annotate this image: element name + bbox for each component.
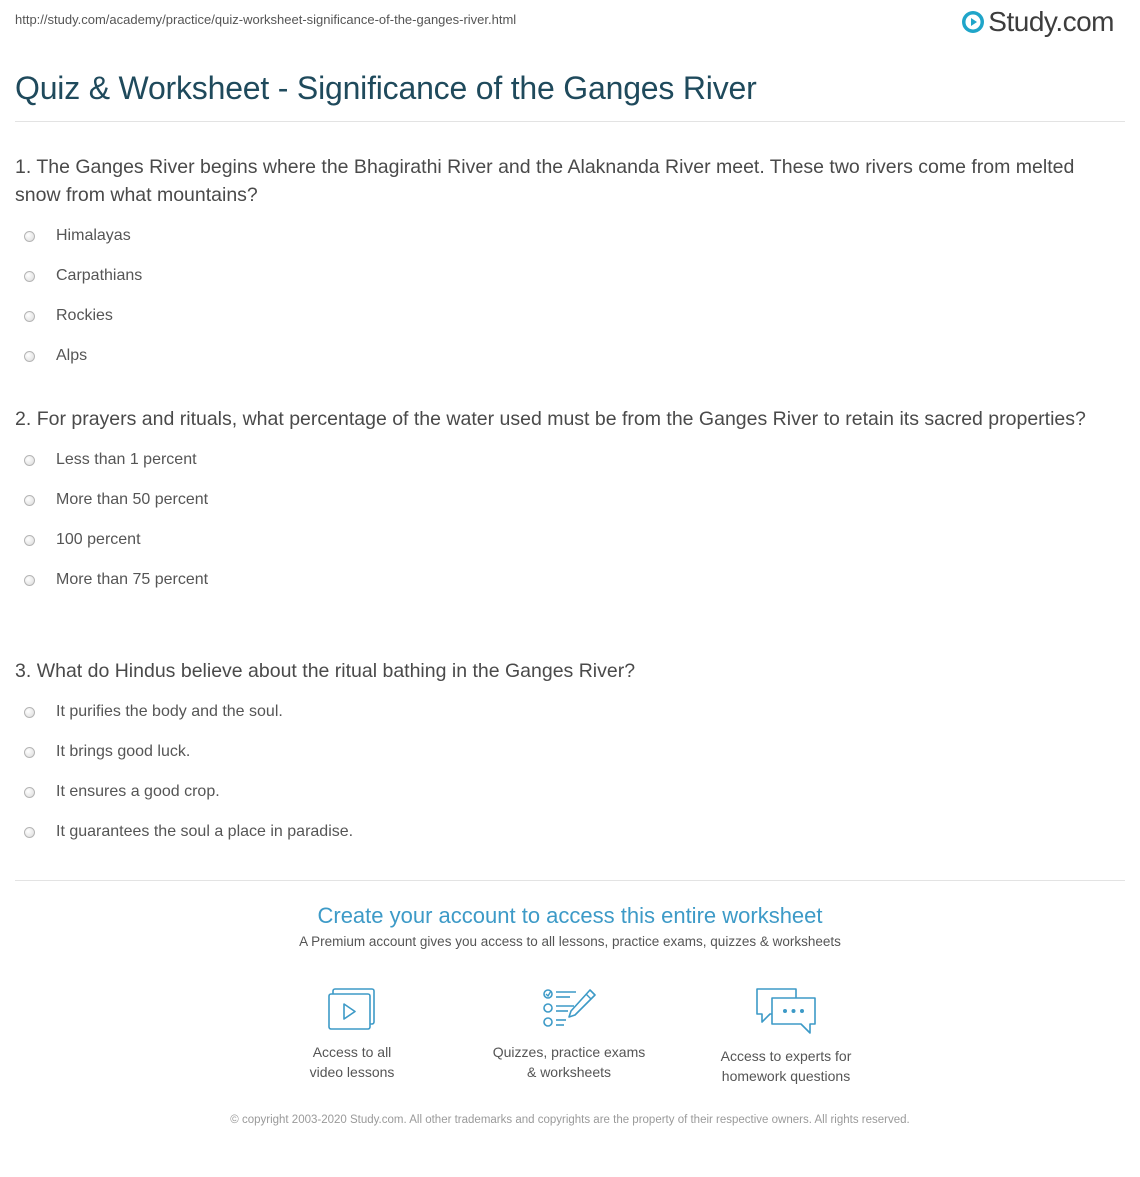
radio-button[interactable] [24,231,35,242]
feature-line: & worksheets [526,1064,612,1080]
answer-label: Alps [56,347,88,364]
feature-video-lessons [252,986,452,1082]
radio-button[interactable] [24,787,35,798]
answer-label: It guarantees the soul a place in paradise. [56,823,354,840]
question-text [15,153,1125,209]
quiz-checklist-icon [540,986,598,1032]
study-logo[interactable] [961,6,1114,38]
feature-experts [686,986,886,1086]
answer-label: More than 75 percent [56,571,209,588]
answer-option[interactable] [15,440,1125,480]
answer-option[interactable] [15,216,1125,256]
answer-list [15,216,1125,376]
feature-line: Access to experts for [720,1048,852,1064]
answer-label: It brings good luck. [56,743,191,760]
answer-option[interactable] [15,812,1125,852]
feature-line: Access to all [312,1044,392,1060]
page-title: Quiz & Worksheet - Significance of the Ganges River [15,70,757,106]
radio-button[interactable] [24,535,35,546]
radio-button[interactable] [24,747,35,758]
feature-line: homework questions [721,1068,851,1084]
answer-option[interactable] [15,296,1125,336]
answer-option[interactable] [15,256,1125,296]
answer-list [15,440,1125,600]
answer-option[interactable] [15,732,1125,772]
question-prompt: For prayers and rituals, what percentage of the water used must be from the Ganges River to retain its sacred properties? [36,408,1086,430]
answer-option[interactable] [15,772,1125,812]
page-url[interactable]: http://study.com/academy/practice/quiz-worksheet-significance-of-the-ganges-river.html [15,12,517,27]
question-prompt: What do Hindus believe about the ritual bathing in the Ganges River? [36,660,636,682]
play-circle-icon [961,10,985,34]
answer-label: Carpathians [56,267,143,284]
question-2 [15,405,1125,600]
radio-button[interactable] [24,575,35,586]
feature-line: Quizzes, practice exams [492,1044,646,1060]
logo-text: Study.com [988,6,1114,37]
cta-title-link[interactable]: Create your account to access this entire worksheet [317,903,823,928]
feature-quizzes [469,986,669,1082]
answer-label: More than 50 percent [56,491,209,508]
question-prompt: The Ganges River begins where the Bhagirathi River and the Alaknanda River meet. These two rivers come from melted snow from what mountains? [15,156,1075,206]
question-3 [15,657,1125,852]
radio-button[interactable] [24,271,35,282]
copyright-footer: © copyright 2003-2020 Study.com. All other trademarks and copyrights are the property of their respective owners. All rights reserved. [230,1114,910,1126]
answer-label: It ensures a good crop. [56,783,220,800]
answer-label: Rockies [56,307,113,324]
question-text [15,657,1125,685]
question-number: 2. [15,408,32,430]
question-text [15,405,1125,433]
feature-line: video lessons [309,1064,395,1080]
radio-button[interactable] [24,351,35,362]
chat-bubbles-icon [754,986,818,1036]
answer-option[interactable] [15,692,1125,732]
answer-label: 100 percent [56,531,141,548]
top-bar [0,0,1140,50]
question-number: 3. [15,660,32,682]
radio-button[interactable] [24,495,35,506]
answer-option[interactable] [15,480,1125,520]
question-1 [15,153,1125,376]
radio-button[interactable] [24,827,35,838]
radio-button[interactable] [24,455,35,466]
radio-button[interactable] [24,311,35,322]
divider [15,880,1125,881]
divider [15,121,1125,122]
answer-label: Less than 1 percent [56,451,197,468]
answer-option[interactable] [15,520,1125,560]
video-lesson-icon [326,986,378,1032]
question-number: 1. [15,156,32,178]
answer-label: It purifies the body and the soul. [56,703,283,720]
cta-subtitle: A Premium account gives you access to all lessons, practice exams, quizzes & worksheets [299,934,841,949]
answer-list [15,692,1125,852]
answer-option[interactable] [15,560,1125,600]
answer-label: Himalayas [56,227,131,244]
radio-button[interactable] [24,707,35,718]
answer-option[interactable] [15,336,1125,376]
